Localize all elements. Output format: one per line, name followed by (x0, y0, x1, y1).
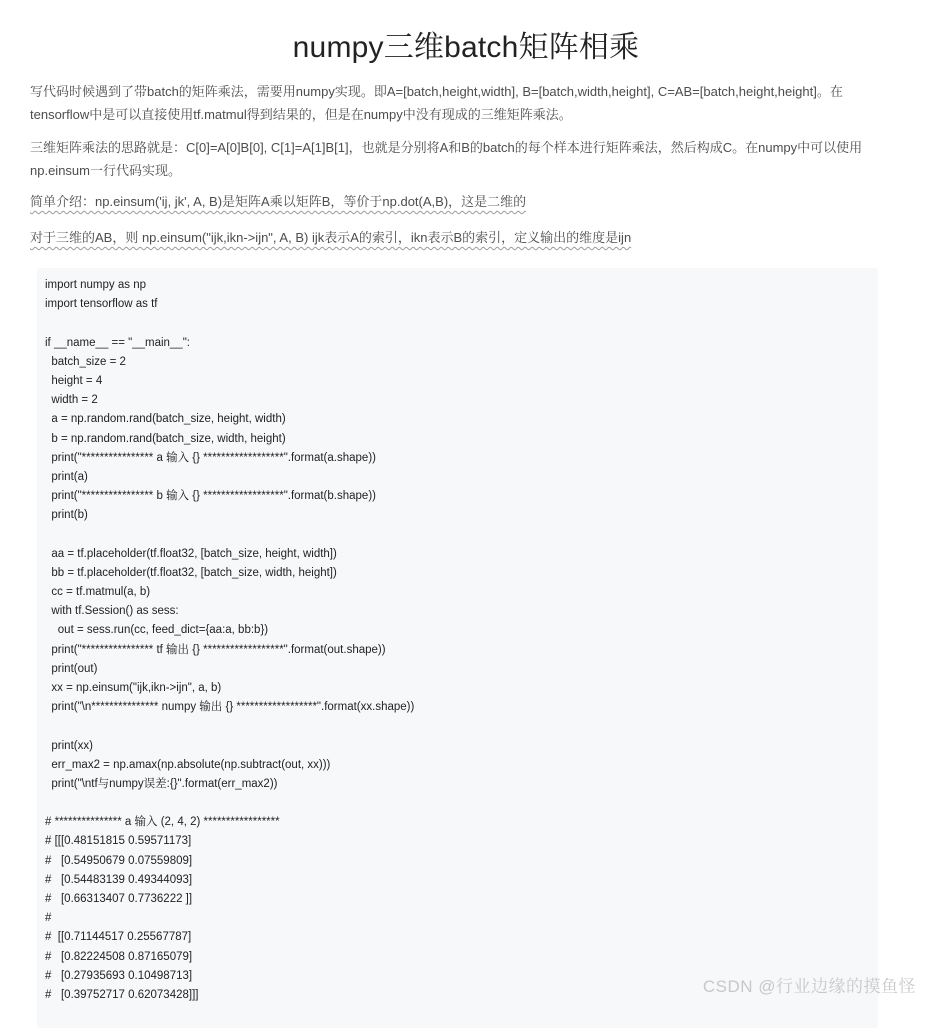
paragraph-intro: 写代码时候遇到了带batch的矩阵乘法，需要用numpy实现。即A=[batch,height,width], B=[batch,width,height], C=AB=[batch,height,height]。在tensorflow中是可以直接使用tf.matmul得到结果的，但是在numpy中没有现成的三维矩阵乘法。 (30, 84, 843, 122)
code-line: # [0.66313407 0.7736222 ]] (45, 893, 193, 905)
page-title: numpy三维batch矩阵相乘 (292, 31, 640, 64)
code-line: # *************** a 输入 (2, 4, 2) ***************** (45, 816, 280, 829)
code-line: cc = tf.matmul(a, b) (45, 586, 151, 598)
einsum-intro-2d (30, 192, 902, 212)
code-line: print("**************** a 输入 {} ******************".format(a.shape)) (45, 451, 376, 464)
code-line: print("**************** b 输入 {} ******************".format(b.shape)) (45, 490, 376, 503)
article (30, 22, 902, 264)
code-line: out = sess.run(cc, feed_dict={aa:a, bb:b}) (45, 624, 269, 637)
code-line: with tf.Session() as sess: (45, 605, 179, 618)
code-line: print("**************** tf 输出 {} ******************".format(out.shape)) (45, 643, 386, 656)
wavy-text-2d: 简单介绍：np.einsum('ij, jk', A, B)是矩阵A乘以矩阵B，等价于np.dot(A,B)，这是二维的 (30, 194, 527, 209)
code-line: # [0.39752717 0.62073428]]] (45, 988, 199, 1001)
code-line: print(xx) (45, 739, 93, 752)
code-line: # [0.54950679 0.07559809] (45, 854, 193, 867)
code-line: aa = tf.placeholder(tf.float32, [batch_size, height, width]) (45, 547, 337, 560)
code-line (45, 794, 878, 813)
code-line: xx = np.einsum("ijk,ikn->ijn", a, b) (45, 681, 222, 694)
code-line: print(a) (45, 470, 88, 483)
code-line: a = np.random.rand(batch_size, height, width) (45, 413, 286, 426)
code-line: print(out) (45, 662, 98, 675)
code-line: # [[0.71144517 0.25567787] (45, 931, 192, 944)
code-line: # [0.27935693 0.10498713] (45, 969, 193, 982)
wavy-text-3d: 对于三维的AB，则 np.einsum("ijk,ikn->ijn", A, B) ijk表示A的索引，ikn表示B的索引，定义输出的维度是ijn (30, 230, 632, 245)
paragraph-idea: 三维矩阵乘法的思路就是：C[0]=A[0]B[0], C[1]=A[1]B[1]，也就是分别将A和B的batch的每个样本进行矩阵乘法，然后构成C。在numpy中可以使用np.einsum一行代码实现。 (30, 140, 863, 178)
code-line: height = 4 (45, 374, 103, 387)
einsum-intro-3d (30, 228, 902, 248)
code-line: bb = tf.placeholder(tf.float32, [batch_size, width, height]) (45, 566, 337, 579)
code-line: # [0.54483139 0.49344093] (45, 873, 193, 886)
code-line: print("\n*************** numpy 输出 {} ******************".format(xx.shape)) (45, 701, 415, 714)
code-line: batch_size = 2 (45, 355, 126, 368)
code-line: import numpy as np (45, 279, 146, 291)
code-line: b = np.random.rand(batch_size, width, height) (45, 432, 286, 445)
code-line: print("\ntf与numpy误差:{}".format(err_max2)) (45, 777, 278, 790)
code-line (45, 717, 878, 736)
code-line (45, 525, 878, 544)
code-line: if __name__ == "__main__": (45, 336, 190, 349)
code-line: print(b) (45, 509, 88, 522)
watermark: CSDN @行业边缘的摸鱼怪 (702, 977, 916, 996)
code-line (45, 314, 878, 333)
code-line: # [[[0.48151815 0.59571173] (45, 835, 192, 848)
code-line: import tensorflow as tf (45, 298, 158, 311)
code-line: err_max2 = np.amax(np.absolute(np.subtract(out, xx))) (45, 758, 331, 771)
code-line: # [0.82224508 0.87165079] (45, 950, 193, 963)
code-line: width = 2 (45, 394, 98, 407)
code-block (37, 268, 878, 1028)
code-line: # (45, 912, 52, 925)
